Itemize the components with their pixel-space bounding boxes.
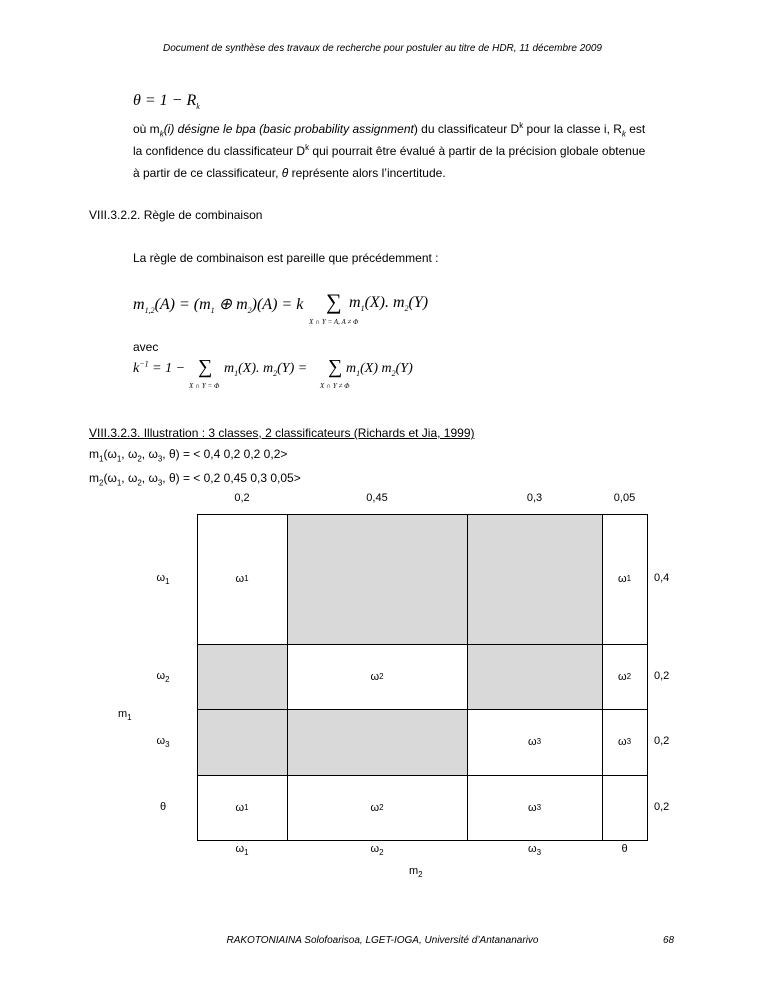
t: (X). m — [238, 361, 274, 376]
theta-eq-text: θ = 1 − R — [133, 92, 197, 109]
sum-symbol-3: ∑ — [328, 356, 343, 378]
t: (X) m — [360, 361, 392, 376]
avec-label: avec — [133, 340, 159, 354]
row-label: $\omega_2$ — [156, 669, 170, 684]
t: 1 — [234, 368, 239, 378]
m2-mass-value: 0,45 — [366, 492, 388, 504]
column-label: θ — [621, 843, 628, 855]
grid-vline — [287, 514, 288, 841]
grid-cell-r1-c4: ω 1 — [617, 573, 632, 585]
t: m — [89, 447, 99, 461]
grid-cell-r2-c4: ω 2 — [617, 670, 632, 683]
t: )(A) = k — [251, 296, 304, 313]
text: k — [159, 129, 164, 139]
text: basic probability assignment — [263, 122, 414, 136]
text: k — [621, 129, 626, 139]
grid-cell-r4-c2: ω 2 — [370, 801, 384, 814]
text: qui pourrait être évalué à partir de la précision globale obtenue — [309, 144, 646, 158]
grid-hline — [197, 840, 648, 841]
t: m — [346, 361, 357, 376]
grid-vline — [647, 514, 648, 841]
t: 2 — [273, 368, 278, 378]
t: , ω — [141, 471, 158, 485]
grid-hline — [197, 775, 648, 776]
section-title-illustration: VIII.3.2.3. Illustration : 3 classes, 2 classificateurs (Richards et Jia, 1999) — [89, 426, 475, 440]
grid-vline — [467, 514, 468, 841]
normalization-lhs — [133, 361, 185, 377]
grid-vline — [602, 514, 603, 841]
grid-cell-r4-c1: ω 1 — [235, 801, 249, 814]
t: , θ) = < 0,2 0,45 0,3 0,05> — [162, 471, 301, 485]
para-line-3 — [133, 162, 673, 184]
t: , ω — [141, 447, 158, 461]
sum-condition-2: X ∩ Y = Φ — [189, 382, 220, 390]
theta-eq-sub: k — [196, 102, 200, 112]
m1-mass-value: 0,4 — [654, 572, 670, 584]
grid-vline — [197, 514, 198, 841]
m1-mass-value: 0,2 — [654, 669, 670, 682]
column-label: $\omega_2$ — [370, 843, 384, 858]
row-label: θ — [159, 800, 167, 813]
t: 2 — [137, 478, 142, 488]
text: θ — [281, 166, 289, 180]
t: (Y) — [395, 361, 413, 376]
t: 2 — [404, 304, 409, 314]
t: 1 — [99, 454, 104, 464]
text: la confidence du classificateur D — [133, 144, 306, 158]
m1-definition — [89, 447, 288, 464]
t: 2 — [99, 478, 104, 488]
definition-paragraph — [133, 118, 673, 184]
t: (Y) — [408, 294, 429, 311]
t: 1 — [210, 306, 215, 316]
t: , ω — [121, 471, 138, 485]
section-title-combination: VIII.3.2.2. Règle de combinaison — [89, 208, 263, 222]
m1-mass-value: 0,2 — [654, 735, 670, 747]
t: (A) = (m — [154, 296, 211, 313]
t: 1,2 — [144, 306, 155, 316]
t: −1 — [139, 359, 149, 369]
t: (ω — [103, 471, 117, 485]
grid-cell-r3-c4: ω 3 — [617, 736, 632, 748]
t: 2 — [247, 306, 252, 316]
m2-axis-label: $m_2$ — [409, 865, 423, 880]
text: (i) désigne le bpa ( — [163, 122, 264, 136]
t: (ω — [103, 447, 117, 461]
sum-symbol: ∑ — [326, 289, 342, 314]
grid-cell-r1-c1: ω 1 — [235, 573, 249, 585]
grid-hline — [197, 514, 648, 515]
m1-axis-label: $m_1$ — [118, 708, 132, 723]
t: m — [133, 296, 145, 313]
t: 2 — [391, 368, 396, 378]
page-number: 68 — [663, 935, 675, 946]
sum-condition-3: X ∩ Y ≠ Φ — [320, 382, 350, 390]
grid-cell-r1-c3 — [467, 514, 602, 644]
t: 1 — [116, 478, 122, 488]
grid-cell-r3-c3: ω 3 — [527, 736, 542, 748]
m2-mass-value: 0,3 — [526, 492, 543, 504]
t: 2 — [137, 454, 142, 464]
grid-cell-r2-c3 — [467, 644, 602, 709]
theta-equation — [133, 92, 200, 110]
t: k — [133, 361, 140, 376]
t: ⊕ m — [214, 296, 248, 313]
grid-hline — [197, 709, 648, 710]
para-line-1 — [133, 118, 673, 140]
t: , θ) = < 0,4 0,2 0,2 0,2> — [162, 447, 288, 461]
text: pour la classe i, R — [523, 122, 622, 136]
column-label: $\omega_3$ — [527, 843, 542, 858]
t: 3 — [157, 478, 163, 488]
text: à partir de ce classificateur, — [133, 166, 282, 180]
m1-mass-value: 0,2 — [654, 800, 670, 813]
grid-hline — [197, 644, 648, 645]
text: k — [519, 121, 524, 130]
t: (X). m — [364, 294, 405, 311]
grid-cell-r3-c1 — [197, 709, 287, 775]
normalization-term-2 — [346, 361, 413, 377]
t: m — [224, 361, 235, 376]
page-header: Document de synthèse des travaux de recherche pour postuler au titre de HDR, 11 décembre 2009 — [163, 43, 602, 54]
t: (Y) = — [277, 361, 308, 376]
text: où m — [133, 122, 160, 136]
grid-cell-r3-c2 — [287, 709, 467, 775]
t: m — [89, 471, 99, 485]
text: représente alors l’incertitude. — [288, 166, 446, 180]
combination-intro: La règle de combinaison est pareille que précédemment : — [133, 251, 439, 265]
column-label: $\omega_1$ — [235, 843, 249, 858]
t: m — [349, 294, 361, 311]
page-footer: RAKOTONIAINA Solofoarisoa, LGET-IOGA, Université d’Antananarivo — [226, 935, 539, 946]
grid-cell-r4-c3: ω 3 — [527, 801, 542, 814]
text: est — [625, 122, 646, 136]
row-label: $\omega_1$ — [156, 572, 170, 587]
sum-condition: X ∩ Y = A, A ≠ Φ — [309, 318, 359, 326]
m2-mass-value: 0,05 — [613, 492, 636, 504]
combination-term — [349, 294, 428, 312]
t: 1 — [356, 368, 361, 378]
t: 1 — [116, 454, 122, 464]
grid-cell-r2-c2: ω 2 — [370, 670, 384, 683]
t: = 1 − — [148, 361, 186, 376]
m2-mass-value: 0,2 — [234, 492, 250, 504]
t: , ω — [121, 447, 138, 461]
normalization-term-1 — [224, 361, 307, 377]
text: k — [305, 143, 310, 152]
grid-cell-r2-c1 — [197, 644, 287, 709]
t: 1 — [360, 304, 365, 314]
combination-equation — [133, 294, 303, 314]
grid-cell-r1-c2 — [287, 514, 467, 644]
m2-definition — [89, 471, 301, 488]
row-label: $\omega_3$ — [156, 735, 170, 750]
t: 3 — [157, 454, 163, 464]
para-line-2 — [133, 140, 673, 162]
text: ) du classificateur D — [413, 122, 520, 136]
sum-symbol-2: ∑ — [198, 356, 213, 378]
grid-cell-r4-c4 — [602, 775, 647, 840]
